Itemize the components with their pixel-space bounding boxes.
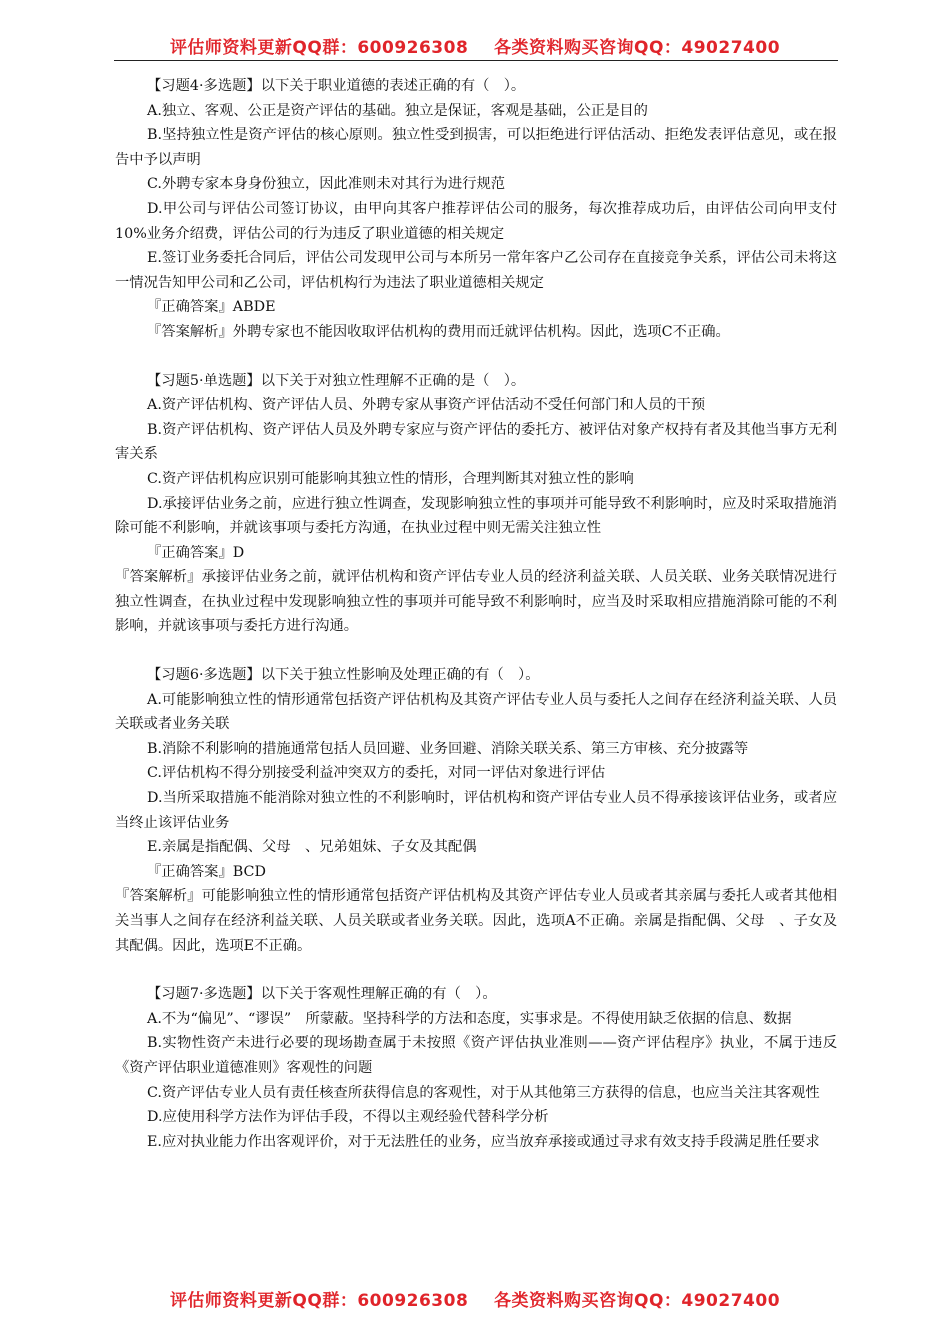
- correct-answer: 『正确答案』D: [147, 544, 245, 561]
- question-option: A.可能影响独立性的情形通常包括资产评估机构及其资产评估专业人员与委托人之间存在经济利益关联、人员关联或者业务关联: [115, 691, 837, 733]
- question-option: A.资产评估机构、资产评估人员、外聘专家从事资产评估活动不受任何部门和人员的干预: [147, 397, 706, 414]
- question-option: D.甲公司与评估公司签订协议，由甲向其客户推荐评估公司的服务，每次推荐成功后，由评估公司向甲支付10%业务介绍费，评估公司的行为违反了职业道德的相关规定: [115, 200, 837, 242]
- question-title: 【习题6·多选题】以下关于独立性影响及处理正确的有（ ）。: [147, 667, 540, 684]
- footer-banner-left: 评估师资料更新QQ群：600926308: [169, 1291, 469, 1311]
- correct-answer: 『正确答案』BCD: [147, 863, 266, 880]
- question-4: [115, 74, 837, 345]
- header-banner: [0, 33, 950, 58]
- question-option: C.评估机构不得分别接受利益冲突双方的委托，对同一评估对象进行评估: [147, 765, 606, 782]
- question-option: E.亲属是指配偶、父母 、兄弟姐妹、子女及其配偶: [147, 839, 477, 856]
- answer-explanation: 『答案解析』承接评估业务之前，就评估机构和资产评估专业人员的经济利益关联、人员关联、业务关联情况进行独立性调查，在执业过程中发现影响独立性的事项并可能导致不利影响时，应当及时采取相应措施消除可能的不利影响，并就该事项与委托方进行沟通。: [115, 569, 837, 635]
- header-divider: [114, 60, 838, 61]
- document-body: [115, 74, 837, 1178]
- question-option: C.资产评估机构应识别可能影响其独立性的情形，合理判断其对独立性的影响: [147, 470, 634, 487]
- question-option: D.应使用科学方法作为评估手段，不得以主观经验代替科学分析: [147, 1109, 549, 1126]
- correct-answer: 『正确答案』ABDE: [147, 299, 276, 316]
- answer-explanation: 『答案解析』可能影响独立性的情形通常包括资产评估机构及其资产评估专业人员或者其亲属与委托人或者其他相关当事人之间存在经济利益关联、人员关联或者业务关联。因此，选项A不正确。亲属是指配偶、父母 、子女及其配偶。因此，选项E不正确。: [115, 888, 837, 954]
- question-option: E.签订业务委托合同后，评估公司发现甲公司与本所另一常年客户乙公司存在直接竞争关系，评估公司未将这一情况告知甲公司和乙公司，评估机构行为违法了职业道德相关规定: [115, 250, 837, 291]
- question-option: D.承接评估业务之前，应进行独立性调查，发现影响独立性的事项并可能导致不利影响时，应及时采取措施消除可能不利影响，并就该事项与委托方沟通，在执业过程中则无需关注独立性: [115, 495, 837, 537]
- footer-banner-right: 各类资料购买咨询QQ：49027400: [494, 1291, 781, 1311]
- question-5: [115, 369, 837, 640]
- question-title: 【习题5·单选题】以下关于对独立性理解不正确的是（ ）。: [147, 372, 526, 389]
- header-banner-left: 评估师资料更新QQ群：600926308: [169, 38, 469, 58]
- question-option: B.实物性资产未进行必要的现场勘查属于未按照《资产评估执业准则——资产评估程序》执业，不属于违反《资产评估职业道德准则》客观性的问题: [115, 1035, 837, 1076]
- question-option: D.当所采取措施不能消除对独立性的不利影响时，评估机构和资产评估专业人员不得承接该评估业务，或者应当终止该评估业务: [115, 790, 837, 831]
- question-7: [115, 982, 837, 1154]
- question-option: A.不为“偏见”、“谬误” 所蒙蔽。坚持科学的方法和态度，实事求是。不得使用缺乏依据的信息、数据: [147, 1010, 792, 1027]
- question-6: [115, 663, 837, 958]
- question-option: B.坚持独立性是资产评估的核心原则。独立性受到损害，可以拒绝进行评估活动、拒绝发表评估意见，或在报告中予以声明: [115, 127, 837, 168]
- question-option: C.资产评估专业人员有责任核查所获得信息的客观性，对于从其他第三方获得的信息，也应当关注其客观性: [147, 1084, 820, 1101]
- question-option: B.资产评估机构、资产评估人员及外聘专家应与资产评估的委托方、被评估对象产权持有者及其他当事方无利害关系: [115, 421, 837, 463]
- question-option: E.应对执业能力作出客观评价，对于无法胜任的业务，应当放弃承接或通过寻求有效支持手段满足胜任要求: [147, 1133, 820, 1150]
- question-option: A.独立、客观、公正是资产评估的基础。独立是保证，客观是基础，公正是目的: [147, 102, 648, 119]
- question-title: 【习题7·多选题】以下关于客观性理解正确的有（ ）。: [147, 986, 497, 1003]
- question-title: 【习题4·多选题】以下关于职业道德的表述正确的有（ ）。: [147, 78, 526, 94]
- answer-explanation: 『答案解析』外聘专家也不能因收取评估机构的费用而迁就评估机构。因此，选项C不正确。: [147, 323, 730, 340]
- question-option: C.外聘专家本身身份独立，因此准则未对其行为进行规范: [147, 176, 506, 193]
- header-banner-right: 各类资料购买咨询QQ：49027400: [494, 38, 781, 58]
- question-option: B.消除不利影响的措施通常包括人员回避、业务回避、消除关联关系、第三方审核、充分披露等: [147, 740, 749, 757]
- footer-banner: [0, 1286, 950, 1311]
